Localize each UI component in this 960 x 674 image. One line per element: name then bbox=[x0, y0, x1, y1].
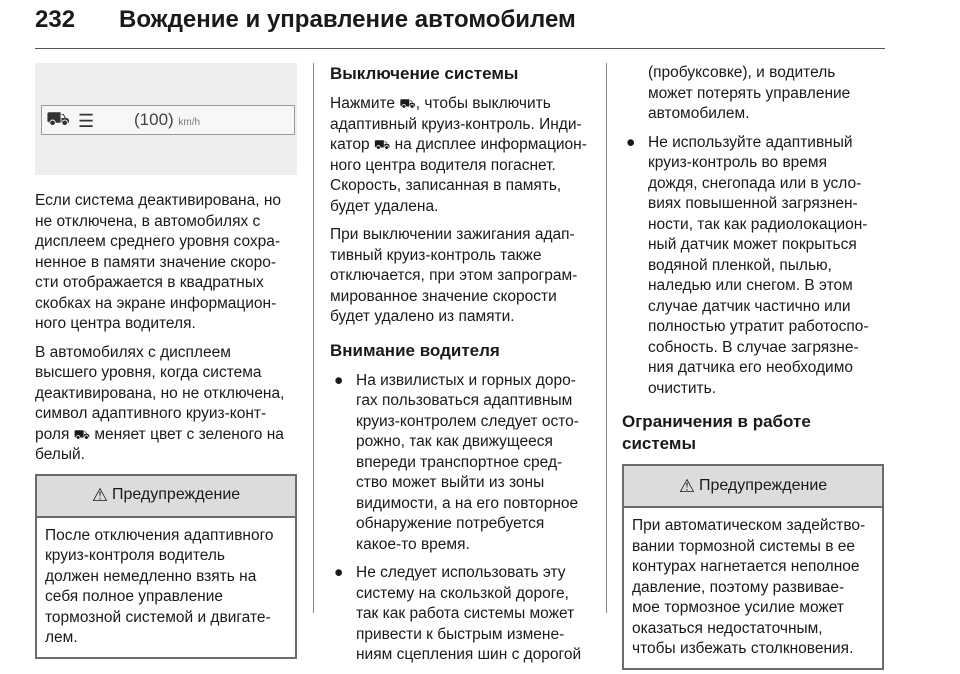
section-heading: Выключение системы bbox=[330, 64, 519, 83]
speed-value: (100) bbox=[134, 110, 174, 129]
warning-triangle-icon: ⚠ bbox=[678, 475, 695, 496]
bullet-icon: ● bbox=[334, 371, 344, 389]
list-item: ● Не используйте адаптивный круиз-контроль во время дождя, снегопада или в усло- виях повышенной загрязнен- ности, так как радиолокацион- ный датчик может покрыться водяной пленкой, пылью, наледью или снегом. В этом случае датчик частично или полностью утратит работоспо- собность. В случае загрязне- ния датчика его необходимо очистить. bbox=[626, 133, 869, 397]
speed-unit: km/h bbox=[178, 117, 201, 128]
display-illustration bbox=[35, 63, 297, 175]
bullet-list bbox=[330, 371, 592, 666]
bullet-icon: ● bbox=[626, 133, 636, 151]
warning-title: Предупреждение bbox=[698, 476, 828, 494]
warning-triangle-icon: ⚠ bbox=[91, 485, 108, 506]
page-number: 232 bbox=[35, 6, 76, 33]
warning-title: Предупреждение bbox=[111, 486, 241, 504]
paragraph: В автомобилях с дисплеем высшего уровня, когда система деактивирована, но не отключена, символ адаптивного круиз-конт- роля ⛟ меняет цвет с зеленого на белый. bbox=[35, 343, 285, 463]
stored-speed bbox=[134, 109, 200, 134]
section-heading: Ограничения в работе системы bbox=[622, 412, 811, 453]
adaptive-cruise-car-icon: ⛟ bbox=[46, 109, 70, 130]
paragraph: Если система деактивирована, но не отключена, в автомобилях с дисплеем среднего уровня сохра- ненное в памяти значение скоро- сти отображается в квадратных скобках на экране информацион- ного центра водителя. bbox=[35, 192, 281, 332]
list-item-continuation: (пробуксовке), и водитель может потерять управление автомобилем. bbox=[648, 64, 851, 122]
page-title: Вождение и управление автомобилем bbox=[119, 6, 576, 33]
warning-box bbox=[35, 474, 297, 659]
warning-text: После отключения адаптивного круиз-контроля водитель должен немедленно взять на себя полное управление тормозной системой и двигате- лем. bbox=[45, 526, 274, 646]
column-divider bbox=[606, 63, 607, 613]
warning-box bbox=[622, 464, 884, 670]
lane-lines-icon: ☰ bbox=[78, 111, 95, 131]
paragraph: При выключении зажигания адап- тивный круиз-контроль также отключается, при этом запрограм- мированное значение скорости будет удалено из памяти. bbox=[330, 226, 578, 325]
paragraph: Нажмите ⛟, чтобы выключить адаптивный круиз-контроль. Инди- катор ⛟ на дисплее информацион- ного центра водителя погаснет. Скорость, записанная в память, будет удалена. bbox=[330, 95, 587, 215]
bullet-list bbox=[622, 133, 884, 400]
column-left bbox=[35, 63, 297, 659]
section-heading: Внимание водителя bbox=[330, 340, 500, 360]
list-item: ● На извилистых и горных доро- гах пользоваться адаптивным круиз-контролем следует осто- рожно, так как движущееся впереди транспортное сред- ство может выйти из зоны видимости, а на его повторное обнаружение потребуется какое-то время. bbox=[334, 371, 579, 553]
warning-header bbox=[37, 476, 295, 518]
header-divider bbox=[35, 48, 885, 49]
list-item: ● Не следует использовать эту систему на скользкой дороге, так как работа системы может привести к быстрым измене- ниям сцепления шин с дорогой bbox=[334, 564, 582, 663]
column-right bbox=[622, 63, 884, 670]
display-readout bbox=[41, 105, 295, 135]
adaptive-cruise-icon: ⛟ bbox=[373, 137, 391, 152]
column-divider bbox=[313, 63, 314, 613]
column-middle bbox=[330, 63, 592, 674]
bullet-icon: ● bbox=[334, 564, 344, 581]
adaptive-cruise-icon: ⛟ bbox=[73, 426, 91, 442]
warning-text: При автоматическом задейство- вании тормозной системы в ее контурах нагнетается неполное давление, поэтому развивае- мое тормозное усилие может оказаться недостаточным, чтобы избежать столкновения. bbox=[632, 517, 866, 657]
page-header bbox=[35, 6, 885, 46]
adaptive-cruise-icon: ⛟ bbox=[399, 96, 416, 111]
warning-header bbox=[624, 466, 882, 508]
